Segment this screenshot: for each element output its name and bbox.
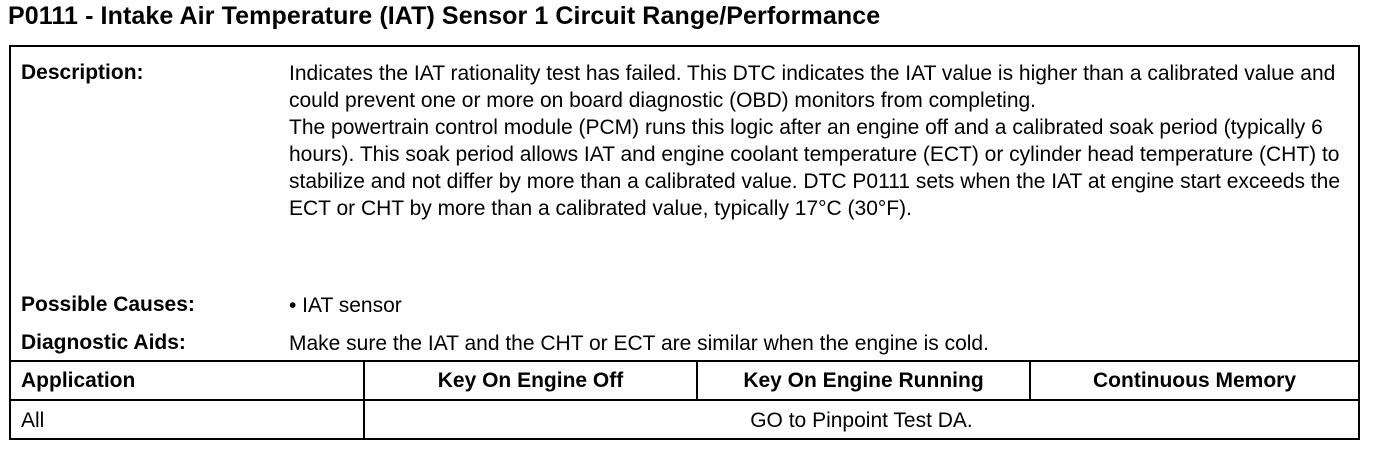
- header-key-on-engine-running: Key On Engine Running: [743, 369, 984, 392]
- header-continuous-memory: Continuous Memory: [1093, 369, 1296, 392]
- cell-action: GO to Pinpoint Test DA.: [750, 409, 973, 432]
- header-key-on-engine-off: Key On Engine Off: [437, 369, 624, 392]
- table-header-divider: [11, 399, 1358, 401]
- header-application: Application: [21, 369, 136, 392]
- diagnostic-aids-text: Make sure the IAT and the CHT or ECT are similar when the engine is cold.: [289, 332, 989, 355]
- page-title: P0111 - Intake Air Temperature (IAT) Sensor 1 Circuit Range/Performance: [8, 2, 881, 30]
- description-label: Description:: [21, 61, 144, 84]
- dtc-info-box: [9, 45, 1360, 440]
- diagnostic-aids-label: Diagnostic Aids:: [21, 331, 186, 354]
- description-paragraph-2: The powertrain control module (PCM) runs this logic after an engine off and a calibrated soak period (typically 6 hours). This soak period allows IAT and engine coolant temperature (ECT) or cylinder head temperature (CHT) to stabilize and not differ by more than a calibrated value. DTC P0111 sets when the IAT at engine start exceeds the ECT or CHT by more than a calibrated value, typically 17°C (30°F).: [289, 116, 1340, 220]
- cell-application: All: [21, 409, 45, 432]
- description-paragraph-1: Indicates the IAT rationality test has failed. This DTC indicates the IAT value is higher than a calibrated value and could prevent one or more on board diagnostic (OBD) monitors from completing.: [289, 62, 1336, 112]
- description-text: [289, 60, 1349, 222]
- table-top-border: [11, 360, 1358, 362]
- possible-causes-label: Possible Causes:: [21, 293, 195, 316]
- possible-causes-item: • IAT sensor: [289, 294, 402, 317]
